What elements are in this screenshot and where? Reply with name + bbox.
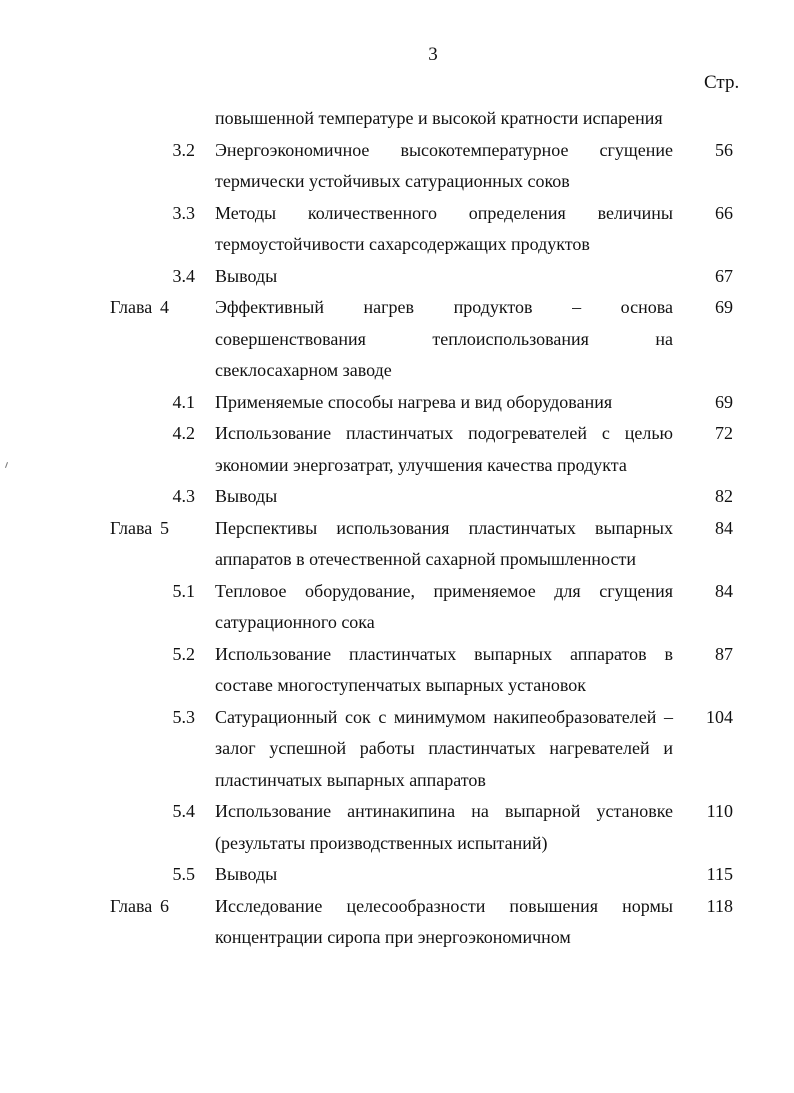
toc-entry-title: Перспективы использования пластинчатых выпарных аппаратов в отечественной сахарной промышленности <box>215 517 673 569</box>
toc-entry <box>0 135 794 198</box>
toc-entry <box>0 796 794 859</box>
toc-entry-number: 5.2 <box>172 643 195 664</box>
toc-entry-number: 4.1 <box>172 391 195 412</box>
toc-entry-number: 4.3 <box>172 486 195 506</box>
toc-entry-page: 104 <box>706 706 733 727</box>
toc-entry-page: 66 <box>715 202 733 223</box>
toc-chapter-entry <box>0 891 794 954</box>
toc-entry-title: Использование пластинчатых подогревателей с целью экономии энергозатрат, улучшения качества продукта <box>215 423 673 475</box>
toc-entry-number: 3.3 <box>172 202 195 223</box>
toc-entry <box>0 859 794 891</box>
toc-entry-page: 67 <box>715 265 733 286</box>
toc-entry-title: Использование антинакипина на выпарной установке (результаты производственных испытаний) <box>215 801 673 853</box>
toc-chapter-entry <box>0 513 794 576</box>
table-of-contents <box>0 103 794 954</box>
toc-entry-number: 5.4 <box>172 801 195 821</box>
toc-entry <box>0 481 794 513</box>
toc-chapter-word: Глава <box>110 895 153 916</box>
toc-entry-page: 118 <box>706 895 733 916</box>
toc-entry <box>0 576 794 639</box>
toc-entry-title: Выводы <box>215 864 278 884</box>
toc-entry-title: повышенной температуре и высокой кратности испарения <box>215 108 663 128</box>
toc-entry-title: Эффективный нагрев продуктов – основа совершенствования теплоиспользования на свеклосахарном заводе <box>215 297 673 380</box>
toc-entry-title: Выводы <box>215 265 278 286</box>
toc-entry <box>0 387 794 419</box>
toc-entry-page: 110 <box>706 801 733 821</box>
toc-entry-title: Тепловое оборудование, применяемое для сгущения сатурационного сока <box>215 580 673 632</box>
toc-entry-number: 5.1 <box>172 580 195 601</box>
toc-entry-page: 69 <box>715 391 733 412</box>
toc-entry-title: Энергоэкономичное высокотемпературное сгущение термически устойчивых сатурационных соков <box>215 139 673 191</box>
toc-entry <box>0 702 794 797</box>
toc-entry-number: 3.4 <box>172 265 195 286</box>
toc-entry-title: Сатурационный сок с минимумом накипеобразователей – залог успешной работы пластинчатых нагревателей и пластинчатых выпарных аппаратов <box>215 706 673 790</box>
toc-entry-number: 5.5 <box>172 864 195 884</box>
toc-entry <box>0 261 794 293</box>
toc-entry-title: Применяемые способы нагрева и вид оборудования <box>215 391 613 412</box>
toc-entry-number: 4.2 <box>172 423 195 443</box>
toc-entry-page: 115 <box>706 864 733 884</box>
toc-entry-number: 4 <box>160 297 169 317</box>
toc-entry-page: 72 <box>715 423 733 443</box>
toc-entry-number: 6 <box>160 895 169 916</box>
toc-entry-page: 84 <box>715 580 733 601</box>
toc-entry-number: 5 <box>160 517 169 538</box>
toc-entry-page: 84 <box>715 517 733 538</box>
toc-entry <box>0 418 794 481</box>
toc-chapter-entry <box>0 292 794 387</box>
toc-entry-page: 82 <box>715 486 733 506</box>
toc-entry <box>0 639 794 702</box>
toc-chapter-word: Глава <box>110 517 153 538</box>
toc-entry-title: Использование пластинчатых выпарных аппаратов в составе многоступенчатых выпарных установок <box>215 643 673 695</box>
toc-entry-page: 56 <box>715 139 733 160</box>
toc-chapter-word: Глава <box>110 297 153 317</box>
toc-entry-number: 5.3 <box>172 706 195 727</box>
toc-entry-title: Исследование целесообразности повышения нормы концентрации сиропа при энергоэкономичном <box>215 895 673 947</box>
toc-entry-title: Методы количественного определения величины термоустойчивости сахарсодержащих продуктов <box>215 202 673 254</box>
page-column-label: Стр. <box>704 72 740 93</box>
toc-entry-page: 69 <box>715 297 733 317</box>
page-number: 3 <box>428 44 438 65</box>
toc-entry <box>0 198 794 261</box>
toc-entry-number: 3.2 <box>172 139 195 160</box>
toc-entry-page: 87 <box>715 643 733 664</box>
toc-entry <box>0 103 794 135</box>
toc-entry-title: Выводы <box>215 486 278 506</box>
